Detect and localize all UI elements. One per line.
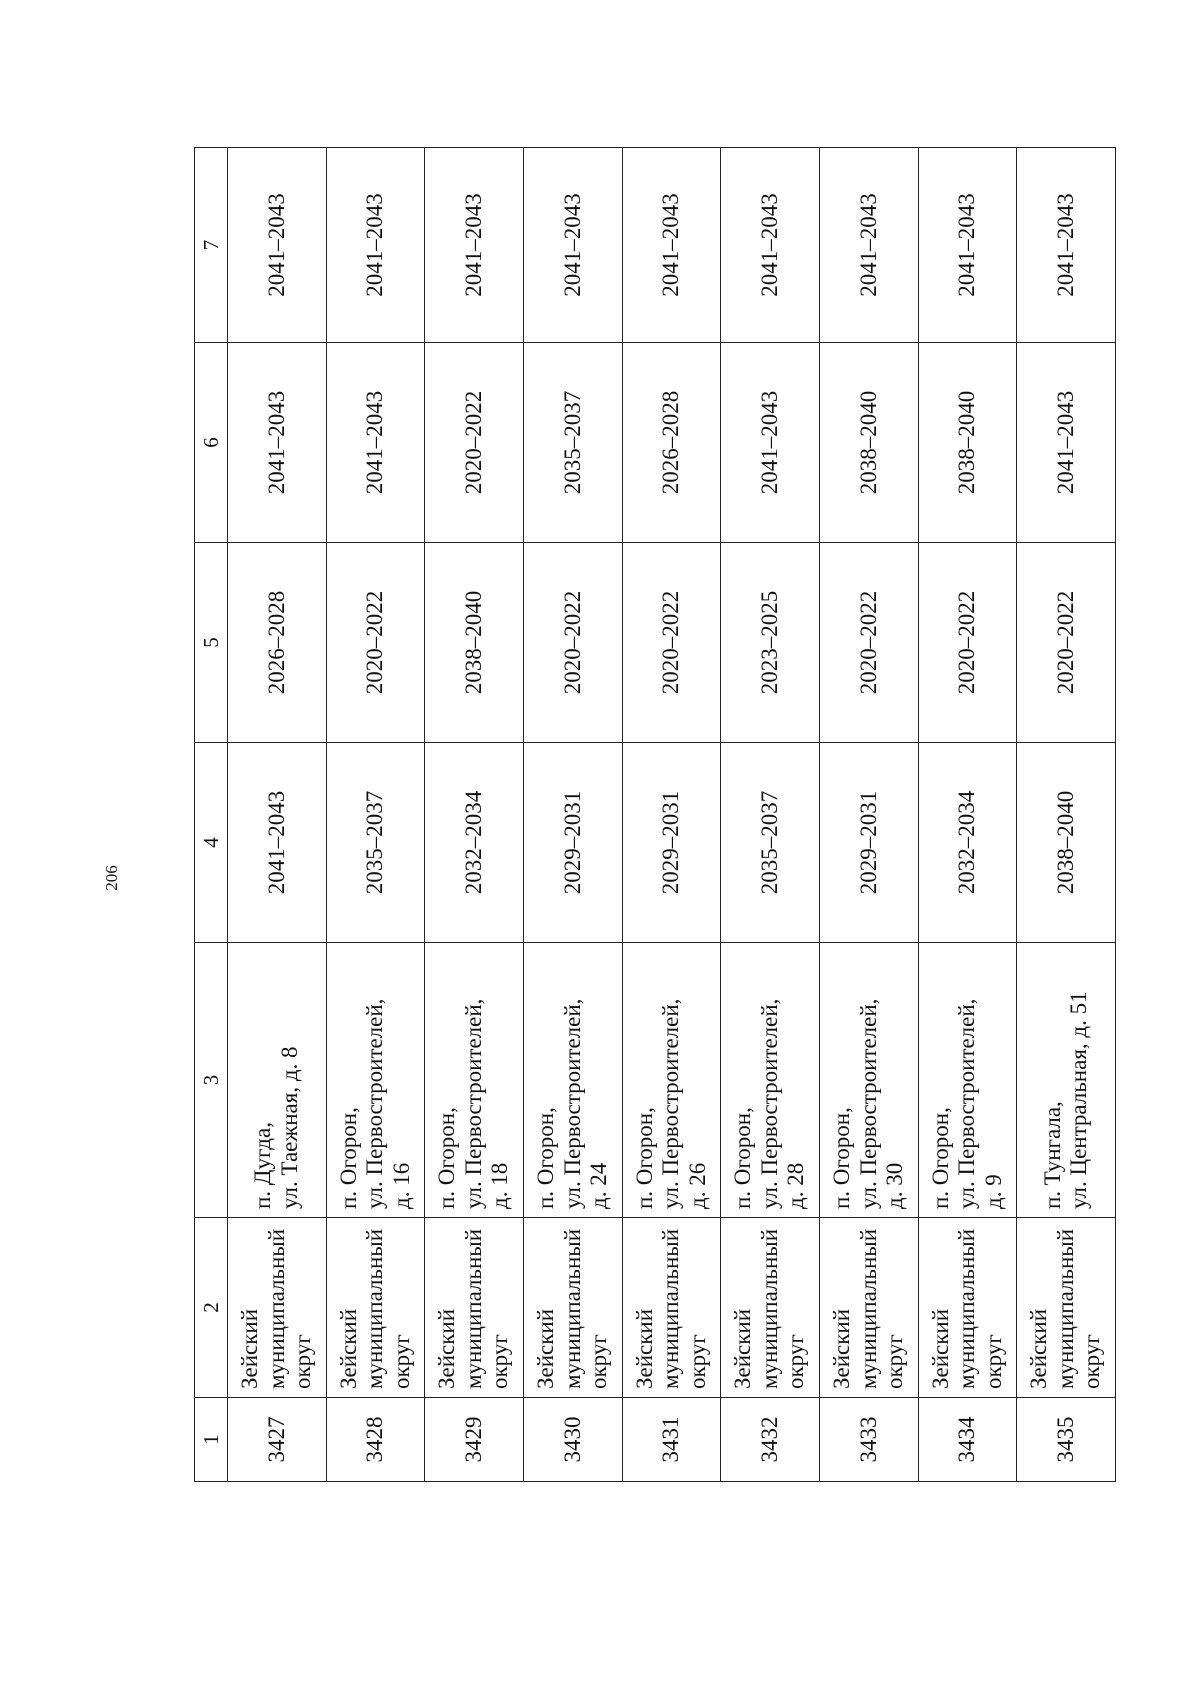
rotated-table-container bbox=[194, 148, 1116, 1482]
district-line: округ bbox=[1079, 1334, 1105, 1389]
header-cell: 3 bbox=[195, 943, 228, 1218]
district-line: муниципальный bbox=[263, 1228, 289, 1389]
address-line: д. 16 bbox=[388, 1162, 414, 1209]
table-row bbox=[228, 148, 327, 1482]
address-line: ул. Таежная, д. 8 bbox=[276, 1046, 302, 1209]
period-cell-col7: 2041–2043 bbox=[1017, 148, 1116, 343]
registry-table bbox=[194, 147, 1116, 1482]
district-cell bbox=[819, 1218, 918, 1398]
period-cell-col6: 2026–2028 bbox=[622, 343, 721, 543]
period-cell-col7: 2041–2043 bbox=[918, 148, 1017, 343]
period-cell-col5: 2020–2022 bbox=[523, 543, 622, 743]
period-cell-col6: 2041–2043 bbox=[1017, 343, 1116, 543]
period-cell-col5: 2020–2022 bbox=[1017, 543, 1116, 743]
header-cell: 7 bbox=[195, 148, 228, 343]
period-cell-col7: 2041–2043 bbox=[425, 148, 524, 343]
district-line: Зейский bbox=[237, 1308, 263, 1389]
address-line: ул. Первостроителей, bbox=[954, 998, 980, 1209]
period-cell-col4: 2038–2040 bbox=[1017, 743, 1116, 943]
district-line: муниципальный bbox=[756, 1228, 782, 1389]
period-cell-col7: 2041–2043 bbox=[228, 148, 327, 343]
address-line: п. Огорон, bbox=[631, 1107, 657, 1209]
period-cell-col5: 2026–2028 bbox=[228, 543, 327, 743]
period-cell-col6: 2041–2043 bbox=[228, 343, 327, 543]
district-line: муниципальный bbox=[658, 1228, 684, 1389]
district-line: Зейский bbox=[927, 1308, 953, 1389]
address-line: д. 9 bbox=[980, 1174, 1006, 1209]
district-line: округ bbox=[388, 1334, 414, 1389]
district-line: округ bbox=[881, 1334, 907, 1389]
row-number-cell: 3433 bbox=[819, 1398, 918, 1482]
period-cell-col5: 2020–2022 bbox=[622, 543, 721, 743]
address-cell bbox=[819, 943, 918, 1218]
address-line: п. Огорон, bbox=[533, 1107, 559, 1209]
header-row bbox=[195, 148, 228, 1482]
address-cell bbox=[721, 943, 820, 1218]
period-cell-col4: 2029–2031 bbox=[819, 743, 918, 943]
period-cell-col4: 2041–2043 bbox=[228, 743, 327, 943]
district-cell bbox=[1017, 1218, 1116, 1398]
address-line: ул. Центральная, д. 51 bbox=[1066, 991, 1092, 1209]
district-line: Зейский bbox=[533, 1308, 559, 1389]
address-line: д. 28 bbox=[783, 1162, 809, 1209]
address-line: п. Тунгала, bbox=[1039, 1101, 1065, 1209]
period-cell-col4: 2035–2037 bbox=[326, 743, 425, 943]
address-line: п. Огорон, bbox=[927, 1107, 953, 1209]
address-line: п. Огорон, bbox=[730, 1107, 756, 1209]
table-row bbox=[622, 148, 721, 1482]
period-cell-col6: 2020–2022 bbox=[425, 343, 524, 543]
district-cell bbox=[721, 1218, 820, 1398]
row-number-cell: 3431 bbox=[622, 1398, 721, 1482]
page-number: 206 bbox=[102, 865, 121, 891]
district-line: Зейский bbox=[335, 1308, 361, 1389]
district-line: округ bbox=[684, 1334, 710, 1389]
period-cell-col4: 2029–2031 bbox=[523, 743, 622, 943]
address-line: ул. Первостроителей, bbox=[559, 998, 585, 1209]
district-line: муниципальный bbox=[1052, 1228, 1078, 1389]
period-cell-col7: 2041–2043 bbox=[523, 148, 622, 343]
address-line: д. 26 bbox=[684, 1162, 710, 1209]
period-cell-col6: 2038–2040 bbox=[918, 343, 1017, 543]
address-line: ул. Первостроителей, bbox=[362, 998, 388, 1209]
address-cell bbox=[1017, 943, 1116, 1218]
table-row bbox=[326, 148, 425, 1482]
district-line: муниципальный bbox=[460, 1228, 486, 1389]
address-line: ул. Первостроителей, bbox=[658, 998, 684, 1209]
district-line: округ bbox=[487, 1334, 513, 1389]
table-row bbox=[1017, 148, 1116, 1482]
district-cell bbox=[523, 1218, 622, 1398]
period-cell-col4: 2032–2034 bbox=[425, 743, 524, 943]
address-line: п. Огорон, bbox=[434, 1107, 460, 1209]
address-cell bbox=[918, 943, 1017, 1218]
period-cell-col6: 2038–2040 bbox=[819, 343, 918, 543]
district-line: Зейский bbox=[434, 1308, 460, 1389]
address-cell bbox=[523, 943, 622, 1218]
period-cell-col4: 2029–2031 bbox=[622, 743, 721, 943]
address-line: ул. Первостроителей, bbox=[460, 998, 486, 1209]
district-line: Зейский bbox=[730, 1308, 756, 1389]
period-cell-col6: 2035–2037 bbox=[523, 343, 622, 543]
district-cell bbox=[326, 1218, 425, 1398]
table-row bbox=[918, 148, 1017, 1482]
row-number-cell: 3435 bbox=[1017, 1398, 1116, 1482]
period-cell-col7: 2041–2043 bbox=[326, 148, 425, 343]
address-cell bbox=[228, 943, 327, 1218]
table-row bbox=[523, 148, 622, 1482]
district-line: округ bbox=[980, 1334, 1006, 1389]
district-line: округ bbox=[290, 1334, 316, 1389]
row-number-cell: 3434 bbox=[918, 1398, 1017, 1482]
period-cell-col6: 2041–2043 bbox=[721, 343, 820, 543]
address-line: п. Огорон, bbox=[335, 1107, 361, 1209]
district-line: муниципальный bbox=[559, 1228, 585, 1389]
address-cell bbox=[326, 943, 425, 1218]
address-line: д. 18 bbox=[487, 1162, 513, 1209]
district-line: муниципальный bbox=[855, 1228, 881, 1389]
period-cell-col7: 2041–2043 bbox=[819, 148, 918, 343]
period-cell-col7: 2041–2043 bbox=[622, 148, 721, 343]
period-cell-col5: 2023–2025 bbox=[721, 543, 820, 743]
header-cell: 5 bbox=[195, 543, 228, 743]
row-number-cell: 3427 bbox=[228, 1398, 327, 1482]
header-cell: 4 bbox=[195, 743, 228, 943]
period-cell-col4: 2032–2034 bbox=[918, 743, 1017, 943]
address-line: д. 30 bbox=[881, 1162, 907, 1209]
row-number-cell: 3432 bbox=[721, 1398, 820, 1482]
row-number-cell: 3428 bbox=[326, 1398, 425, 1482]
address-line: д. 24 bbox=[586, 1162, 612, 1209]
district-line: Зейский bbox=[829, 1308, 855, 1389]
row-number-cell: 3430 bbox=[523, 1398, 622, 1482]
district-cell bbox=[425, 1218, 524, 1398]
header-cell: 1 bbox=[195, 1398, 228, 1482]
period-cell-col6: 2041–2043 bbox=[326, 343, 425, 543]
period-cell-col5: 2020–2022 bbox=[918, 543, 1017, 743]
table-row bbox=[425, 148, 524, 1482]
address-line: п. Огорон, bbox=[829, 1107, 855, 1209]
district-line: Зейский bbox=[1026, 1308, 1052, 1389]
table-row bbox=[819, 148, 918, 1482]
header-cell: 2 bbox=[195, 1218, 228, 1398]
district-line: муниципальный bbox=[362, 1228, 388, 1389]
period-cell-col4: 2035–2037 bbox=[721, 743, 820, 943]
period-cell-col5: 2038–2040 bbox=[425, 543, 524, 743]
district-line: муниципальный bbox=[954, 1228, 980, 1389]
address-cell bbox=[622, 943, 721, 1218]
district-cell bbox=[918, 1218, 1017, 1398]
period-cell-col5: 2020–2022 bbox=[326, 543, 425, 743]
address-line: п. Дугда, bbox=[250, 1122, 276, 1209]
table-row bbox=[721, 148, 820, 1482]
address-line: ул. Первостроителей, bbox=[855, 998, 881, 1209]
district-line: Зейский bbox=[631, 1308, 657, 1389]
district-cell bbox=[228, 1218, 327, 1398]
address-line: ул. Первостроителей, bbox=[756, 998, 782, 1209]
period-cell-col7: 2041–2043 bbox=[721, 148, 820, 343]
row-number-cell: 3429 bbox=[425, 1398, 524, 1482]
district-cell bbox=[622, 1218, 721, 1398]
header-cell: 6 bbox=[195, 343, 228, 543]
district-line: округ bbox=[783, 1334, 809, 1389]
period-cell-col5: 2020–2022 bbox=[819, 543, 918, 743]
address-cell bbox=[425, 943, 524, 1218]
district-line: округ bbox=[586, 1334, 612, 1389]
